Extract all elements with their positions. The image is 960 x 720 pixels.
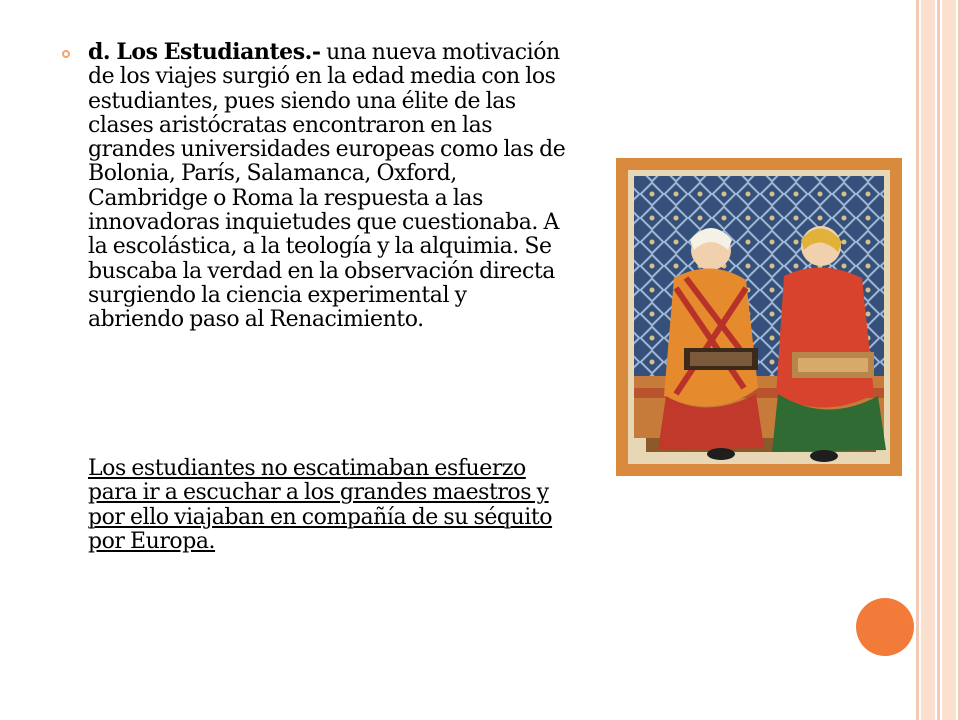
medieval-illustration xyxy=(616,158,902,476)
stripe-band xyxy=(921,0,935,720)
bullet-body: una nueva motivación de los viajes surgió en la edad media con los estudiantes, pues siendo una élite de las clases aristócratas encontraron en las grandes universidades europeas como las de Bolonia, París, Salamanca, Oxford, Cambridge o Roma la respuesta a las innovadoras inquietudes que cuestionaba. A la escolástica, a la teología y la alquimia. Se buscaba la verdad en la observación directa surgiendo la ciencia experimental y abriendo paso al Renacimiento. xyxy=(88,40,566,333)
medieval-illustration-icon xyxy=(616,158,902,476)
stripe-band xyxy=(942,0,956,720)
stripe-line xyxy=(937,0,940,720)
secondary-paragraph: Los estudiantes no escatimaban esfuerzo para ir a escuchar a los grandes maestros y por ello viajaban en compañía de su séquito por Europa. xyxy=(88,456,553,554)
bullet-text xyxy=(88,40,566,333)
decorative-side-stripes xyxy=(916,0,960,720)
stripe-line xyxy=(916,0,919,720)
decorative-circle xyxy=(856,598,914,656)
bullet-lead: d. Los Estudiantes.- xyxy=(88,39,321,65)
bullet-marker-icon xyxy=(62,50,70,58)
